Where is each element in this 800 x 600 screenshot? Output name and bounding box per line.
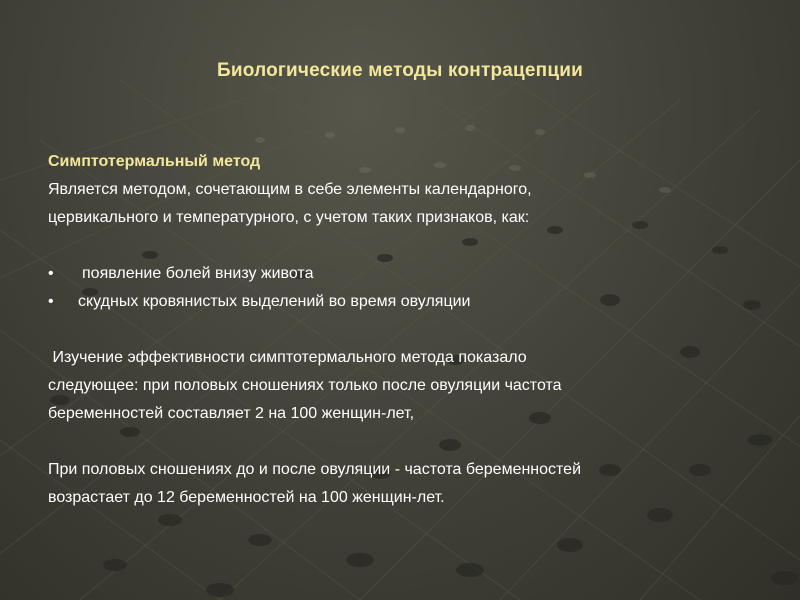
spacer	[48, 428, 768, 456]
method-subheading: Симптотермальный метод	[48, 153, 261, 170]
bullet-item	[48, 260, 768, 288]
intro-line-1: Является методом, сочетающим в себе элементы календарного,	[48, 181, 532, 198]
result-line-2: возрастает до 12 беременностей на 100 женщин-лет.	[48, 489, 445, 506]
bullet-icon: •	[48, 293, 54, 310]
slide-title: Биологические методы контрацепции	[217, 60, 583, 81]
spacer	[48, 232, 768, 260]
intro-line-2: цервикального и температурного, с учетом таких признаков, как:	[48, 209, 530, 226]
bullet-text: появление болей внизу живота	[82, 265, 314, 282]
spacer	[48, 316, 768, 344]
slide-content	[48, 148, 768, 512]
result-line-1: При половых сношениях до и после овуляции - частота беременностей	[48, 461, 582, 478]
study-line-2: следующее: при половых сношениях только после овуляции частота	[48, 377, 562, 394]
bullet-icon: •	[48, 265, 54, 282]
bullet-text: скудных кровянистых выделений во время овуляции	[78, 293, 471, 310]
study-line-3: беременностей составляет 2 на 100 женщин-лет,	[48, 405, 415, 422]
bullet-item	[48, 288, 768, 316]
study-line-1: Изучение эффективности симптотермального метода показало	[48, 349, 527, 366]
